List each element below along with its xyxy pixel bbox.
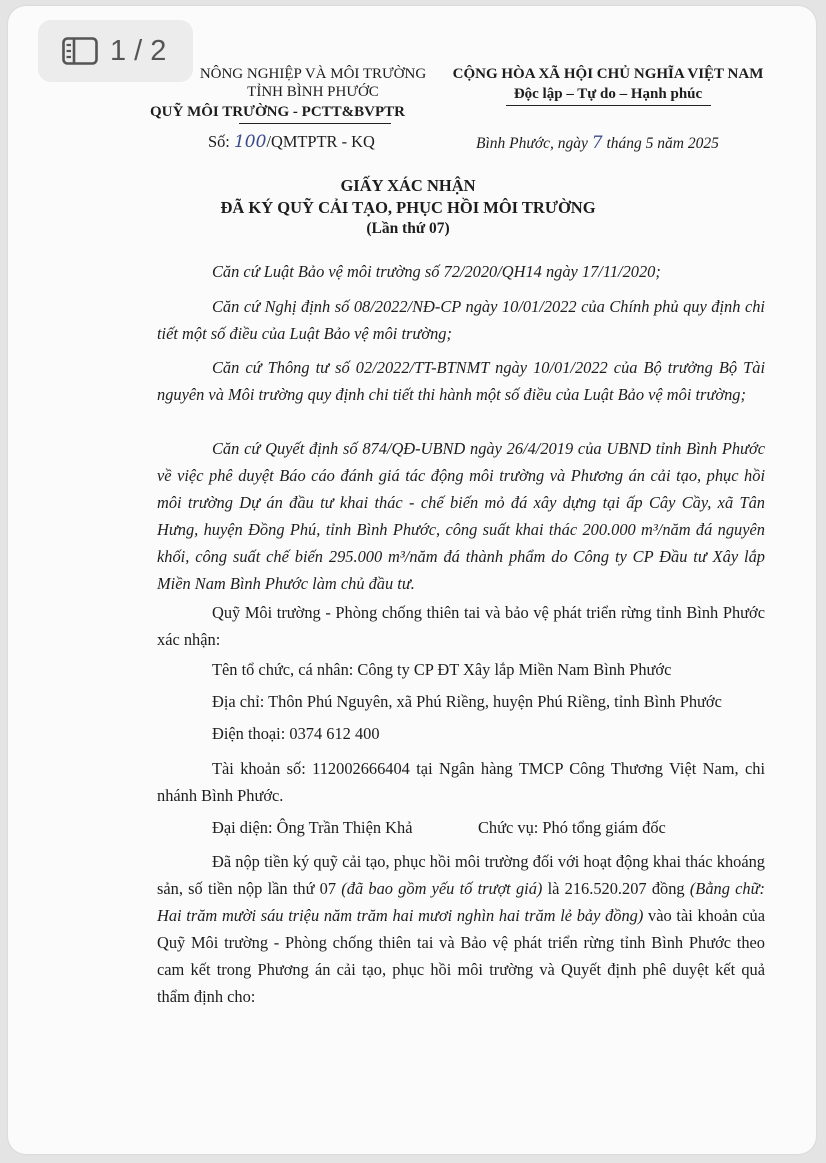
legal-basis-law: Căn cứ Luật Bảo vệ môi trường số 72/2020/QH14 ngày 17/11/2020; [212, 262, 661, 281]
document-iteration: (Lần thứ 07) [366, 220, 450, 237]
confirmation-intro: Quỹ Môi trường - Phòng chống thiên tai và bảo vệ phát triển rừng tỉnh Bình Phước xác nhận: [157, 603, 765, 649]
payment-note: (đã bao gồm yếu tố trượt giá) [341, 879, 543, 898]
payment-paragraph [157, 848, 765, 1010]
motto-underline [506, 105, 711, 106]
page-indicator-text: 1 / 2 [110, 34, 167, 67]
document-number-line [208, 132, 375, 152]
organization-address: Địa chỉ: Thôn Phú Nguyên, xã Phú Riềng, huyện Phú Riềng, tỉnh Bình Phước [212, 692, 722, 711]
representative-name: Đại diện: Ông Trần Thiện Khả [212, 818, 413, 837]
document-date-line [476, 133, 719, 153]
handwritten-day: 7 [591, 133, 603, 153]
document-subtitle: ĐÃ KÝ QUỸ CẢI TẠO, PHỤC HỒI MÔI TRƯỜNG [220, 198, 596, 217]
document-title: GIẤY XÁC NHẬN [340, 176, 476, 195]
date-prefix: Bình Phước, ngày [476, 135, 588, 152]
handwritten-number: 100 [233, 132, 267, 152]
agency-parent-name: NÔNG NGHIỆP VÀ MÔI TRƯỜNG [199, 66, 427, 82]
representative-position: Chức vụ: Phó tổng giám đốc [478, 818, 666, 837]
page-list-icon [62, 37, 98, 65]
agency-name: QUỸ MÔI TRƯỜNG - PCTT&BVPTR [150, 104, 405, 120]
organization-phone: Điện thoại: 0374 612 400 [212, 724, 380, 743]
bank-account: Tài khoản số: 112002666404 tại Ngân hàng TMCP Công Thương Việt Nam, chi nhánh Bình Phước. [157, 759, 765, 805]
number-suffix: /QMTPTR - KQ [266, 132, 375, 151]
legal-basis-decree: Căn cứ Nghị định số 08/2022/NĐ-CP ngày 10/01/2022 của Chính phủ quy định chi tiết một số điều của Luật Bảo vệ môi trường; [157, 297, 765, 343]
payment-text-2: vào tài khoản của Quỹ Môi trường - Phòng chống thiên tai và Bảo vệ phát triển rừng tỉnh Bình Phước theo cam kết trong Phương án cải tạo, phục hồi môi trường và Quyết định phê duyệt kết quả thẩm định cho: [157, 906, 765, 1006]
organization-name: Tên tổ chức, cá nhân: Công ty CP ĐT Xây lắp Miền Nam Bình Phước [212, 660, 672, 679]
legal-basis-circular: Căn cứ Thông tư số 02/2022/TT-BTNMT ngày 10/01/2022 của Bộ trưởng Bộ Tài nguyên và Môi trường quy định chi tiết thi hành một số điều của Luật Bảo vệ môi trường; [157, 358, 765, 404]
agency-province: TỈNH BÌNH PHƯỚC [247, 84, 379, 100]
date-suffix: tháng 5 năm 2025 [606, 135, 719, 152]
legal-basis-decision: Căn cứ Quyết định số 874/QĐ-UBND ngày 26/4/2019 của UBND tỉnh Bình Phước về việc phê duyệt Báo cáo đánh giá tác động môi trường và Phương án cải tạo, phục hồi môi trường Dự án đầu tư khai thác - chế biến mỏ đá xây dựng tại ấp Cây Cầy, xã Tân Hưng, huyện Đồng Phú, tỉnh Bình Phước, công suất khai thác 200.000 m³/năm đá nguyên khối, công suất chế biến 295.000 m³/năm đá thành phẩm do Công ty CP Đầu tư Xây lắp Miền Nam Bình Phước làm chủ đầu tư. [157, 439, 765, 593]
payment-amount-in-words: (Bằng chữ: Hai trăm mười sáu triệu năm trăm hai mươi nghìn hai trăm lẻ bảy đồng) [157, 879, 765, 925]
agency-underline [239, 123, 391, 124]
payment-text-1: Đã nộp tiền ký quỹ cải tạo, phục hồi môi trường đối với hoạt động khai thác khoáng sản, số tiền nộp lần thứ 07 [157, 852, 765, 898]
page-indicator[interactable] [38, 20, 193, 82]
national-motto: Độc lập – Tự do – Hạnh phúc [513, 86, 703, 102]
document-page [8, 6, 816, 1154]
payment-amount: là 216.520.207 đồng [542, 879, 690, 898]
national-title: CỘNG HÒA XÃ HỘI CHỦ NGHĨA VIỆT NAM [452, 66, 764, 82]
number-prefix: Số: [208, 132, 230, 151]
